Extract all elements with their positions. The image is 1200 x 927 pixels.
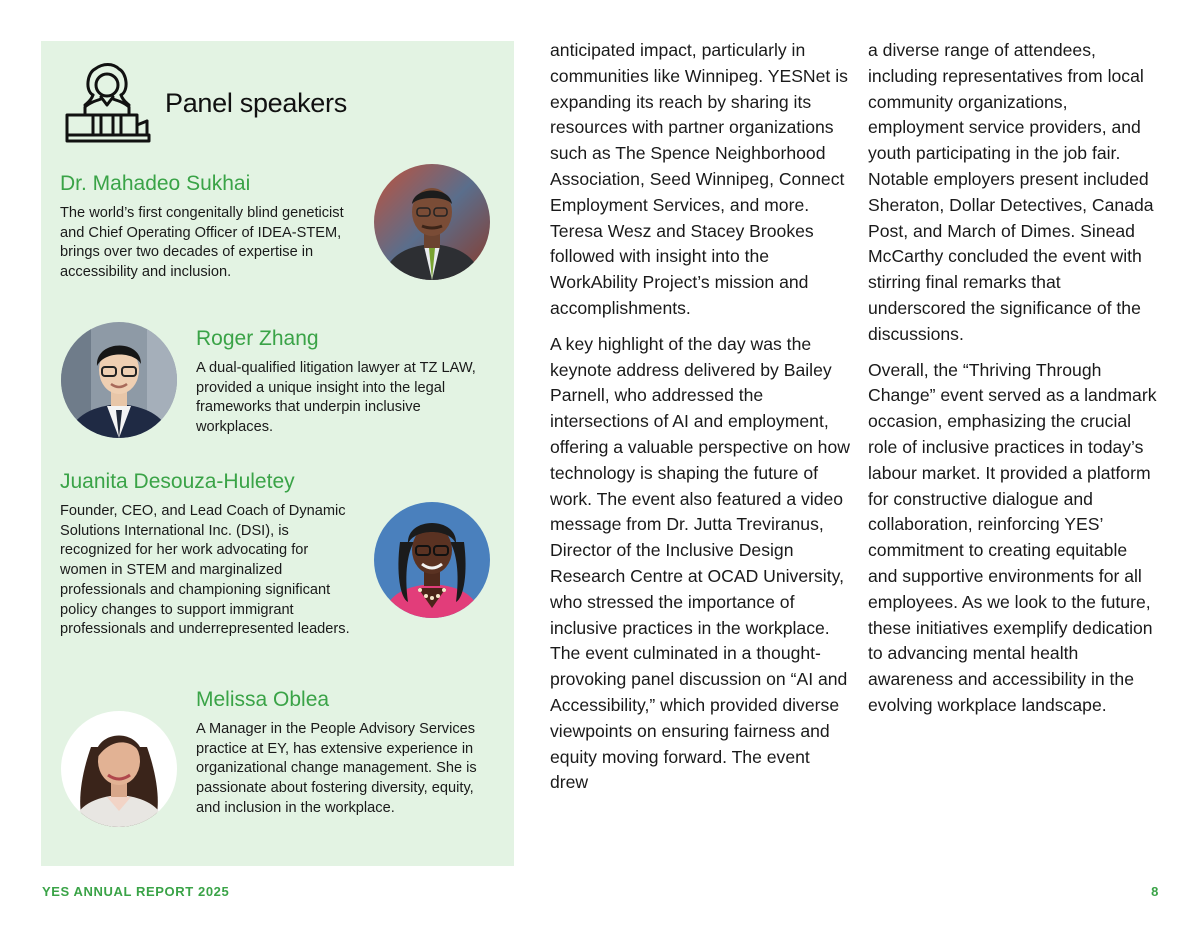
speaker-name: Dr. Mahadeo Sukhai — [60, 172, 251, 195]
speaker-photo — [61, 711, 177, 827]
speaker-podium-icon — [63, 59, 151, 147]
article-paragraph: anticipated impact, particularly in communities like Winnipeg. YESNet is expanding its reach by sharing its resources with partner organizations such as The Spence Neighborhood Association, Seed Winnipeg, Connect Employment Services, and more. Teresa Wesz and Stacey Brookes followed with insight into the WorkAbility Project’s mission and accomplishments. — [550, 40, 848, 318]
speaker-bio: Founder, CEO, and Lead Coach of Dynamic Solutions International Inc. (DSI), is recognized for her work advocating for women in STEM and marginalized professionals and championing significant policy changes to support immigrant professionals and underrepresented leaders. — [60, 503, 350, 638]
speaker-photo — [374, 164, 490, 280]
footer-report-title: YES ANNUAL REPORT 2025 — [42, 884, 230, 899]
speaker-photo — [61, 322, 177, 438]
article-paragraph: a diverse range of attendees, including representatives from local community organizations, employment service providers, and youth participating in the job fair. Notable employers present included Sheraton, Dollar Detectives, Canada Post, and March of Dimes. Sinead McCarthy concluded the event with stirring final remarks that underscored the significance of the discussions. — [868, 40, 1154, 344]
panel-title: Panel speakers — [165, 87, 347, 118]
speaker-bio: The world’s first congenitally blind geneticist and Chief Operating Officer of IDEA-STEM, brings over two decades of expertise in accessibility and inclusion. — [60, 205, 344, 281]
article-paragraph: Overall, the “Thriving Through Change” event served as a landmark occasion, emphasizing the crucial role of inclusive practices in today’s labour market. It provided a platform for constructive dialogue and collaboration, reinforcing YES’ commitment to creating equitable and supportive environments for all employees. As we look to the future, these initiatives exemplify dedication to advancing mental health awareness and accessibility in the evolving workplace landscape. — [868, 359, 1157, 715]
speaker-photo — [374, 502, 490, 618]
speaker-name: Roger Zhang — [196, 327, 319, 350]
panel-speakers-box — [41, 41, 514, 866]
article-column-middle — [550, 38, 850, 806]
page-number: 8 — [1151, 884, 1159, 899]
panel-header — [63, 59, 347, 147]
article-column-right — [868, 38, 1158, 729]
speaker-name: Juanita Desouza-Huletey — [60, 470, 295, 493]
speaker-name: Melissa Oblea — [196, 688, 330, 711]
speaker-bio: A dual-qualified litigation lawyer at TZ LAW, provided a unique insight into the legal frameworks that underpin inclusive workplaces. — [196, 360, 476, 436]
speaker-bio: A Manager in the People Advisory Services practice at EY, has extensive experience in organizational change management. She is passionate about fostering diversity, equity, and inclusion in the workplace. — [196, 721, 477, 816]
article-paragraph: A key highlight of the day was the keynote address delivered by Bailey Parnell, who addressed the intersections of AI and employment, offering a valuable perspective on how technology is shaping the future of work. The event also featured a video message from Dr. Jutta Treviranus, Director of the Inclusive Design Research Centre at OCAD University, who stressed the importance of inclusive practices in the workplace. The event culminated in a thought-provoking panel discussion on “AI and Accessibility,” which provided diverse viewpoints on ensuring fairness and equity moving forward. The event drew — [550, 333, 850, 793]
